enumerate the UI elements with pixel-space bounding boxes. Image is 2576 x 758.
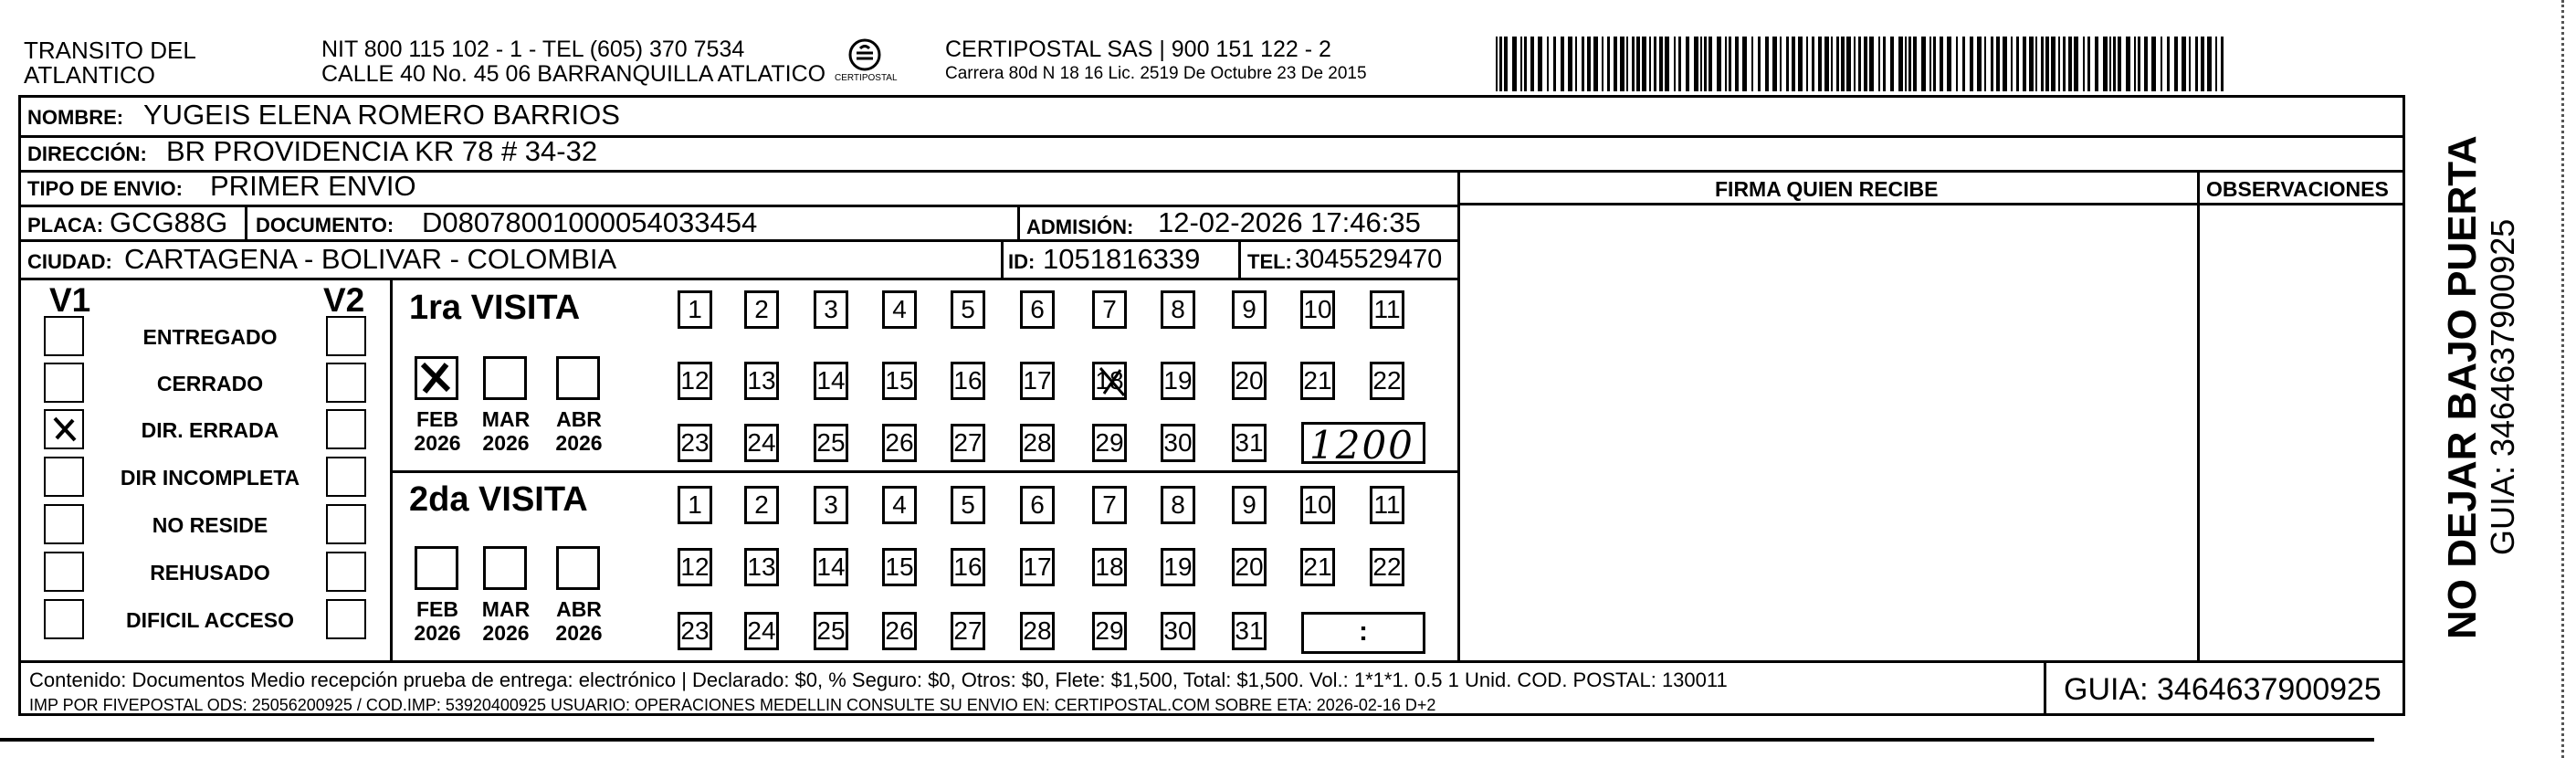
day-cell[interactable]: 18 [1092, 548, 1127, 586]
day-cell[interactable]: 30 [1161, 612, 1195, 650]
day-cell[interactable]: 25 [814, 612, 848, 650]
day-cell[interactable]: 23 [678, 424, 712, 462]
day-mark-icon [1097, 364, 1128, 407]
month-checkbox[interactable] [556, 356, 600, 400]
firma-header: FIRMA QUIEN RECIBE [1715, 177, 1939, 201]
perforation-edge [2561, 0, 2564, 758]
logo-text: CERTIPOSTAL [835, 73, 898, 83]
day-cell[interactable]: 5 [951, 486, 985, 524]
day-cell[interactable]: 15 [882, 362, 917, 400]
tipo-envio-value: PRIMER ENVIO [210, 170, 416, 202]
placa-value: GCG88G [110, 206, 228, 238]
address-line: CALLE 40 No. 45 06 BARRANQUILLA ATLATICO [321, 61, 826, 87]
documento-value: D08078001000054033454 [422, 206, 758, 238]
visit1-title: 1ra VISITA [409, 289, 581, 327]
day-cell[interactable]: 27 [951, 424, 985, 462]
year-label: 2026 [414, 621, 461, 645]
footer-guia: GUIA: 3464637900925 [2064, 672, 2381, 707]
visit1-time-handwritten: 1200 [1309, 423, 1414, 468]
day-cell[interactable]: 1 [678, 290, 712, 329]
day-cell[interactable]: 15 [882, 548, 917, 586]
day-cell[interactable]: 10 [1300, 486, 1335, 524]
day-cell[interactable]: 22 [1370, 362, 1404, 400]
status-label: NO RESIDE [152, 513, 268, 537]
placa-label: PLACA: [27, 214, 104, 237]
day-cell[interactable]: 20 [1232, 362, 1267, 400]
documento-label: DOCUMENTO: [256, 214, 394, 237]
org-name-line1: TRANSITO DEL [24, 37, 196, 64]
day-cell[interactable]: 13 [744, 548, 779, 586]
year-label: 2026 [555, 431, 603, 455]
day-cell[interactable]: 2 [744, 486, 779, 524]
footer-imp-line: IMP POR FIVEPOSTAL ODS: 25056200925 / COD.IMP: 53920400925 USUARIO: OPERACIONES MEDELLIN CONSULTE SU ENVIO EN: CERTIPOSTAL.COM SOBRE ETA: 2026-02-16 D+2 [29, 696, 1436, 714]
month-label: MAR [481, 597, 531, 621]
day-cell[interactable]: 11 [1370, 486, 1404, 524]
day-cell[interactable]: 19 [1161, 362, 1195, 400]
day-cell[interactable]: 9 [1232, 290, 1267, 329]
tipo-envio-label: TIPO DE ENVIO: [27, 177, 183, 200]
v1-header: V1 [49, 281, 91, 319]
day-cell[interactable]: 13 [744, 362, 779, 400]
month-label: ABR [556, 597, 602, 621]
day-cell[interactable]: 31 [1232, 424, 1267, 462]
month-label: ABR [556, 407, 602, 431]
day-cell[interactable]: 29 [1092, 612, 1127, 650]
year-label: 2026 [414, 431, 461, 455]
day-cell[interactable]: 2 [744, 290, 779, 329]
tel-value: 3045529470 [1295, 245, 1443, 274]
month-checkbox[interactable] [415, 356, 458, 400]
year-label: 2026 [482, 621, 530, 645]
observaciones-header: OBSERVACIONES [2206, 177, 2389, 201]
footer-contenido: Contenido: Documentos Medio recepción prueba de entrega: electrónico | Declarado: $0, % Seguro: $0, Otros: $0, Flete: $1,500, Total: $1,500. Vol.: 1*1*1. 0.5 1 Unid. COD. POSTAL: 130011 [29, 669, 1728, 691]
day-cell[interactable]: 26 [882, 612, 917, 650]
day-cell[interactable]: 16 [951, 362, 985, 400]
day-cell[interactable]: 1 [678, 486, 712, 524]
day-cell[interactable]: 25 [814, 424, 848, 462]
year-label: 2026 [482, 431, 530, 455]
day-cell[interactable]: 12 [678, 548, 712, 586]
day-cell[interactable]: 14 [814, 362, 848, 400]
barcode [1496, 37, 2226, 91]
month-label: MAR [481, 407, 531, 431]
day-cell[interactable]: 12 [678, 362, 712, 400]
day-cell[interactable]: 28 [1020, 424, 1055, 462]
day-cell[interactable]: 7 [1092, 486, 1127, 524]
day-cell[interactable]: 26 [882, 424, 917, 462]
day-cell[interactable]: 20 [1232, 548, 1267, 586]
day-cell[interactable]: 31 [1232, 612, 1267, 650]
nit-line: NIT 800 115 102 - 1 - TEL (605) 370 7534 [321, 37, 745, 62]
day-cell[interactable]: 27 [951, 612, 985, 650]
day-cell[interactable]: 21 [1300, 548, 1335, 586]
direccion-value: BR PROVIDENCIA KR 78 # 34-32 [166, 135, 598, 167]
day-cell[interactable]: 17 [1020, 548, 1055, 586]
month-label: FEB [416, 407, 458, 431]
visit2-time-placeholder: : [1359, 616, 1368, 647]
org-name-line2: ATLANTICO [24, 61, 155, 89]
courier-line: CERTIPOSTAL SAS | 900 151 122 - 2 [945, 37, 1331, 62]
ciudad-label: CIUDAD: [27, 250, 112, 273]
day-cell[interactable]: 16 [951, 548, 985, 586]
day-cell[interactable]: 6 [1020, 290, 1055, 329]
id-label: ID: [1008, 250, 1036, 273]
month-checkbox[interactable] [483, 546, 527, 590]
side-warning: NO DEJAR BAJO PUERTA [2440, 135, 2485, 639]
visit1-time-box[interactable] [1301, 422, 1425, 468]
certipostal-logo [833, 37, 897, 89]
day-cell[interactable]: 22 [1370, 548, 1404, 586]
day-cell[interactable]: 18 [1092, 362, 1127, 400]
day-cell[interactable]: 7 [1092, 290, 1127, 329]
direccion-label: DIRECCIÓN: [27, 142, 147, 165]
month-checkbox[interactable] [483, 356, 527, 400]
day-cell[interactable]: 29 [1092, 424, 1127, 462]
day-cell[interactable]: 10 [1300, 290, 1335, 329]
admision-value: 12-02-2026 17:46:35 [1158, 206, 1421, 238]
day-cell[interactable]: 5 [951, 290, 985, 329]
day-cell[interactable]: 3 [814, 290, 848, 329]
day-cell[interactable]: 4 [882, 290, 917, 329]
day-cell[interactable]: 19 [1161, 548, 1195, 586]
day-cell[interactable]: 9 [1232, 486, 1267, 524]
ciudad-value: CARTAGENA - BOLIVAR - COLOMBIA [124, 243, 617, 275]
day-cell[interactable]: 28 [1020, 612, 1055, 650]
status-label: DIR INCOMPLETA [120, 466, 300, 490]
admision-label: ADMISIÓN: [1026, 216, 1134, 238]
day-cell[interactable]: 8 [1161, 486, 1195, 524]
day-cell[interactable]: 21 [1300, 362, 1335, 400]
nombre-label: NOMBRE: [27, 106, 124, 129]
tel-label: TEL: [1247, 250, 1292, 273]
day-cell[interactable]: 4 [882, 486, 917, 524]
day-cell[interactable]: 8 [1161, 290, 1195, 329]
status-label: DIFICIL ACCESO [125, 608, 294, 632]
nombre-value: YUGEIS ELENA ROMERO BARRIOS [143, 99, 620, 131]
month-checkbox[interactable] [415, 546, 458, 590]
day-cell[interactable]: 17 [1020, 362, 1055, 400]
license-line: Carrera 80d N 18 16 Lic. 2519 De Octubre 23 De 2015 [945, 64, 1367, 83]
visit2-time-box[interactable] [1301, 612, 1425, 654]
month-checkbox[interactable] [556, 546, 600, 590]
day-cell[interactable]: 6 [1020, 486, 1055, 524]
day-cell[interactable]: 24 [744, 424, 779, 462]
status-label: CERRADO [156, 372, 264, 395]
id-value: 1051816339 [1043, 243, 1201, 275]
day-cell[interactable]: 30 [1161, 424, 1195, 462]
status-label: ENTREGADO [142, 325, 278, 349]
status-label: REHUSADO [150, 561, 270, 584]
day-cell[interactable]: 23 [678, 612, 712, 650]
visit2-title: 2da VISITA [409, 480, 588, 519]
day-cell[interactable]: 24 [744, 612, 779, 650]
v2-header: V2 [323, 281, 365, 319]
year-label: 2026 [555, 621, 603, 645]
day-cell[interactable]: 14 [814, 548, 848, 586]
side-guia: GUIA: 3464637900925 [2484, 218, 2521, 555]
status-label: DIR. ERRADA [141, 418, 279, 442]
day-cell[interactable]: 3 [814, 486, 848, 524]
month-label: FEB [416, 597, 458, 621]
day-cell[interactable]: 11 [1370, 290, 1404, 329]
